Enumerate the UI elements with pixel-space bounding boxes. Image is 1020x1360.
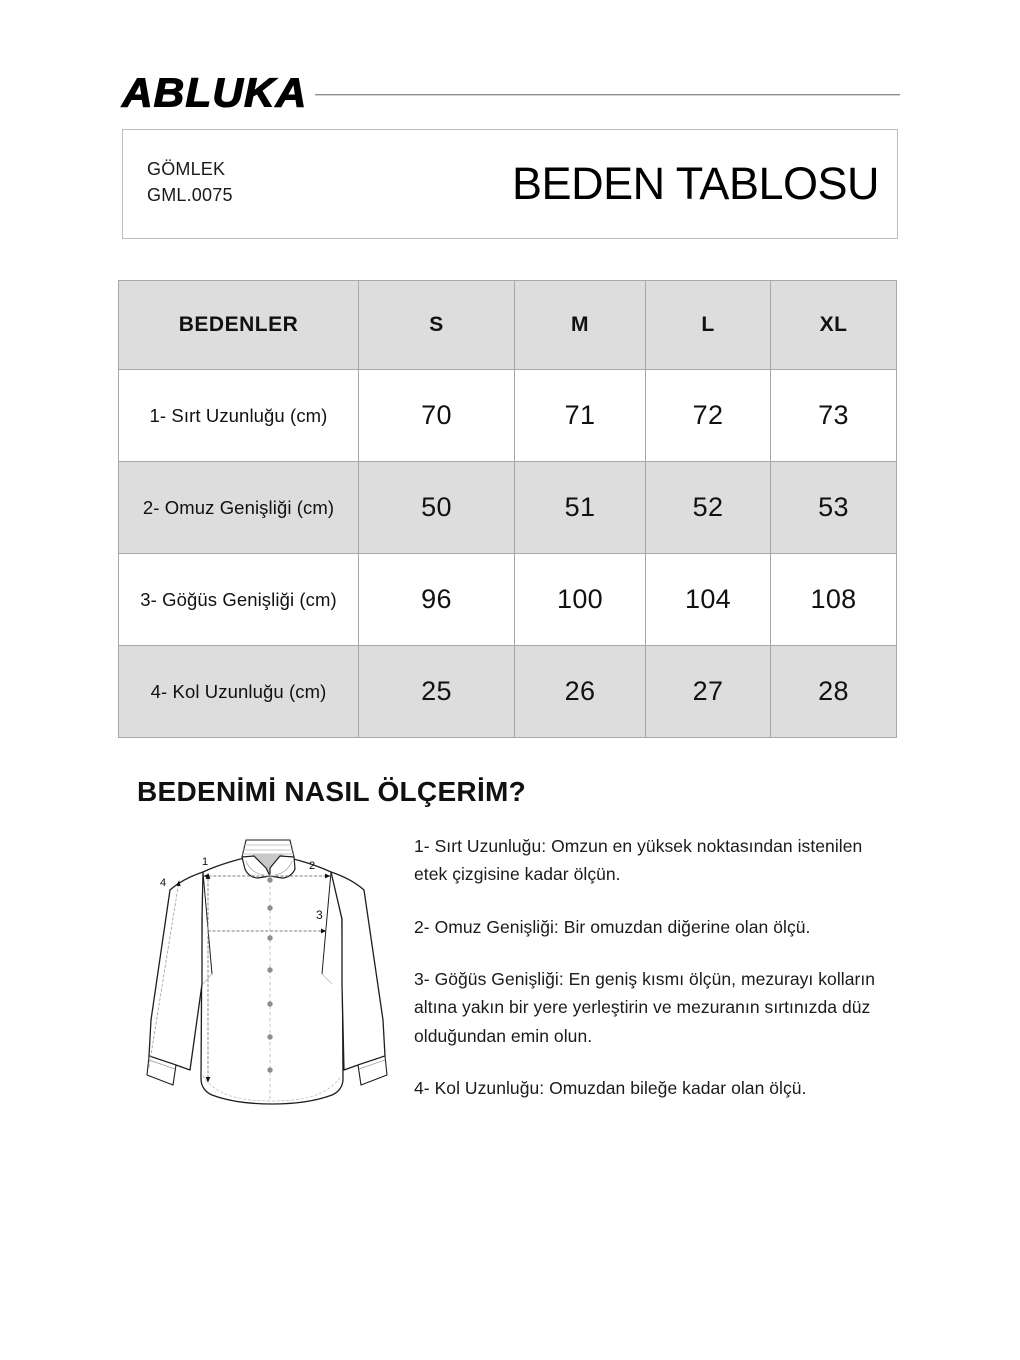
table-row <box>119 554 897 646</box>
column-header-s: S <box>359 281 515 370</box>
cell-shoulder-width-m: 51 <box>515 462 646 554</box>
shirt-measurement-diagram <box>146 824 400 1116</box>
row-label-back-length: 1- Sırt Uzunluğu (cm) <box>119 370 359 462</box>
row-label-sleeve-length: 4- Kol Uzunluğu (cm) <box>119 646 359 738</box>
column-header-l: L <box>646 281 771 370</box>
callout-label-1: 1 <box>202 856 209 868</box>
table-header-row <box>119 281 897 370</box>
cell-back-length-m: 71 <box>515 370 646 462</box>
title-box <box>122 129 898 239</box>
page-title: BEDEN TABLOSU <box>512 158 879 209</box>
brand-divider-rule <box>315 94 900 96</box>
table-row <box>119 370 897 462</box>
cell-sleeve-length-s: 25 <box>359 646 515 738</box>
product-meta <box>147 156 233 208</box>
cell-sleeve-length-l: 27 <box>646 646 771 738</box>
instruction-sleeve-length: 4- Kol Uzunluğu: Omuzdan bileğe kadar olan ölçü. <box>414 1078 807 1099</box>
product-category: GÖMLEK <box>147 159 226 179</box>
cell-sleeve-length-xl: 28 <box>771 646 897 738</box>
cell-back-length-s: 70 <box>359 370 515 462</box>
table-row <box>119 646 897 738</box>
row-label-chest-width: 3- Göğüs Genişliği (cm) <box>119 554 359 646</box>
how-to-measure-heading: BEDENİMİ NASIL ÖLÇERİM? <box>137 776 527 807</box>
instruction-back-length: 1- Sırt Uzunluğu: Omzun en yüksek noktasından istenilen etek çizgisine kadar ölçün. <box>414 836 863 885</box>
brand-header <box>122 70 900 116</box>
table-row <box>119 462 897 554</box>
size-chart-table <box>118 280 897 738</box>
callout-label-3: 3 <box>316 908 323 922</box>
cell-chest-width-xl: 108 <box>771 554 897 646</box>
how-to-measure-instructions <box>414 832 880 1102</box>
abluka-logo: ABLUKA <box>122 70 308 116</box>
cell-back-length-l: 72 <box>646 370 771 462</box>
cell-chest-width-m: 100 <box>515 554 646 646</box>
row-label-shoulder-width: 2- Omuz Genişliği (cm) <box>119 462 359 554</box>
cell-chest-width-l: 104 <box>646 554 771 646</box>
instruction-chest-width: 3- Göğüs Genişliği: En geniş kısmı ölçün, mezurayı kolların altına yakın bir yere yerleştirin ve mezuranın sırtınızda düz olduğundan emin olun. <box>414 969 876 1046</box>
instruction-shoulder-width: 2- Omuz Genişliği: Bir omuzdan diğerine olan ölçü. <box>414 916 811 937</box>
column-header-xl: XL <box>771 281 897 370</box>
column-header-m: M <box>515 281 646 370</box>
product-code: GML.0075 <box>147 185 233 206</box>
column-header-bedenler: BEDENLER <box>119 281 359 370</box>
callout-label-2: 2 <box>309 860 316 872</box>
cell-shoulder-width-xl: 53 <box>771 462 897 554</box>
cell-chest-width-s: 96 <box>359 554 515 646</box>
cell-sleeve-length-m: 26 <box>515 646 646 738</box>
cell-shoulder-width-l: 52 <box>646 462 771 554</box>
callout-label-4: 4 <box>160 877 167 889</box>
cell-shoulder-width-s: 50 <box>359 462 515 554</box>
cell-back-length-xl: 73 <box>771 370 897 462</box>
